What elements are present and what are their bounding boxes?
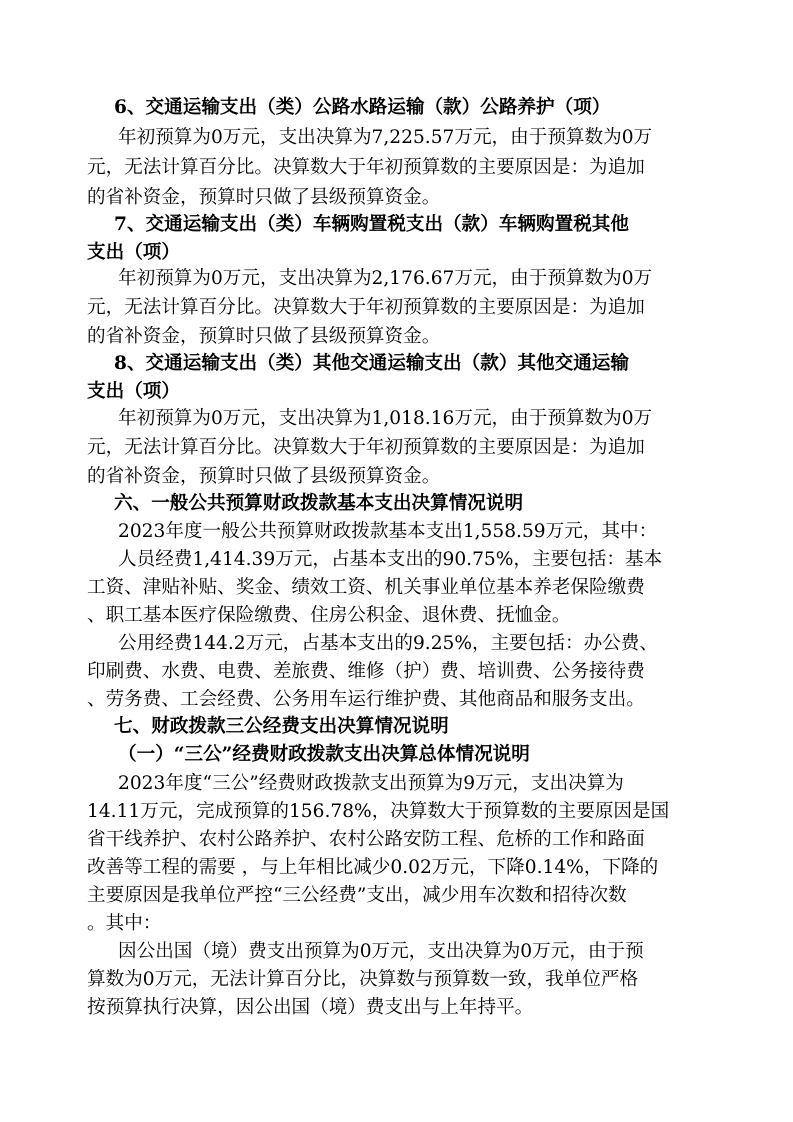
paragraph-line: 的省补资金，预算时只做了县级预算资金。 (87, 466, 441, 487)
paragraph-line: 的省补资金，预算时只做了县级预算资金。 (87, 187, 441, 208)
paragraph-line: 印刷费、水费、电费、差旅费、维修（护）费、培训费、公务接待费 (87, 661, 645, 682)
paragraph-line: 年初预算为0万元，支出决算为1,018.16万元，由于预算数为0万 (118, 408, 653, 429)
paragraph-line: 按预算执行决算，因公出国（境）费支出与上年持平。 (87, 997, 534, 1018)
heading-item-8-cont: 支出（项） (87, 381, 180, 402)
paragraph-line: 人员经费1,414.39万元，占基本支出的90.75%，主要包括：基本 (118, 549, 663, 570)
paragraph-line: 。其中： (87, 913, 162, 934)
paragraph-line: 元，无法计算百分比。决算数大于年初预算数的主要原因是：为追加 (87, 297, 645, 318)
paragraph-line: 省干线养护、农村公路养护、农村公路安防工程、危桥的工作和路面 (87, 829, 645, 850)
paragraph-line: 改善等工程的需要 ，与上年相比减少0.02万元，下降0.14%，下降的 (87, 857, 659, 878)
paragraph-line: 的省补资金，预算时只做了县级预算资金。 (87, 326, 441, 347)
paragraph-line: 算数为0万元，无法计算百分比，决算数与预算数一致，我单位严格 (87, 969, 639, 990)
paragraph-line: 14.11万元，完成预算的156.78%，决算数大于预算数的主要原因是国 (87, 801, 670, 822)
paragraph-line: 、职工基本医疗保险缴费、住房公积金、退休费、抚恤金。 (87, 605, 571, 626)
paragraph-line: 公用经费144.2万元，占基本支出的9.25%，主要包括：办公费、 (118, 633, 658, 654)
paragraph-line: 年初预算为0万元，支出决算为7,225.57万元，由于预算数为0万 (118, 127, 653, 148)
heading-item-8: 8、交通运输支出（类）其他交通运输支出（款）其他交通运输 (114, 353, 629, 374)
paragraph-line: 因公出国（境）费支出预算为0万元，支出决算为0万元，由于预 (118, 941, 644, 962)
section-heading-7: 七、财政拨款三公经费支出决算情况说明 (114, 716, 449, 737)
paragraph-line: 元，无法计算百分比。决算数大于年初预算数的主要原因是：为追加 (87, 437, 645, 458)
heading-item-7: 7、交通运输支出（类）车辆购置税支出（款）车辆购置税其他 (114, 214, 629, 235)
heading-item-7-cont: 支出（项） (87, 242, 180, 263)
subsection-heading-1: （一）“三公”经费财政拨款支出决算总体情况说明 (118, 744, 530, 765)
paragraph-line: 元，无法计算百分比。决算数大于年初预算数的主要原因是：为追加 (87, 157, 645, 178)
paragraph-line: 2023年度“三公”经费财政拨款支出预算为9万元，支出决算为 (118, 773, 624, 794)
paragraph-line: 、劳务费、工会经费、公务用车运行维护费、其他商品和服务支出。 (87, 689, 645, 710)
paragraph-line: 2023年度一般公共预算财政拨款基本支出1,558.59万元，其中： (118, 521, 658, 542)
paragraph-line: 工资、津贴补贴、奖金、绩效工资、机关事业单位基本养老保险缴费 (87, 577, 645, 598)
paragraph-line: 年初预算为0万元，支出决算为2,176.67万元，由于预算数为0万 (118, 268, 653, 289)
paragraph-line: 主要原因是我单位严控“三公经费”支出，减少用车次数和招待次数 (87, 885, 627, 906)
heading-item-6: 6、交通运输支出（类）公路水路运输（款）公路养护（项） (114, 97, 611, 118)
section-heading-6: 六、一般公共预算财政拨款基本支出决算情况说明 (114, 493, 524, 514)
